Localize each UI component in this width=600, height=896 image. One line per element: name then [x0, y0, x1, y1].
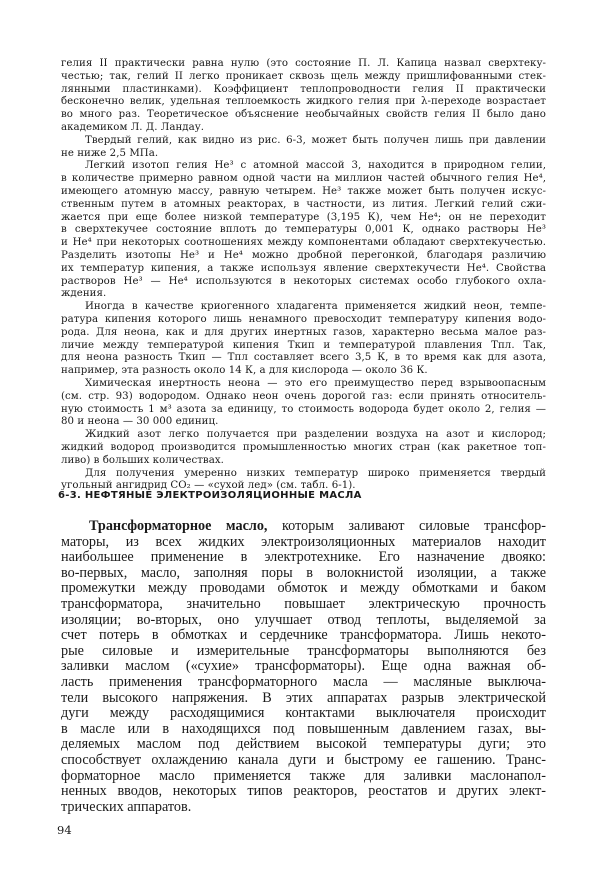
text-line: жается при еще более низкой температуре (3,195 К), чем He⁴; он не переходит [61, 211, 546, 223]
main-text-block [61, 519, 546, 815]
text-line: например, эта разность около 14 К, а для кислорода — около 36 К. [61, 365, 428, 377]
text-line: ненных вводов, некоторых типов реакторов, реостатов и других элект- [61, 783, 546, 800]
text-line: Легкий изотоп гелия He³ с атомной массой 3, находится в природном гелии, [85, 160, 546, 172]
text-line: изоляции; во-вторых, оно улучшает отвод теплоты, выделяемой за [61, 611, 546, 628]
text-line: (см. стр. 93) водородом. Однако неон очень дорогой газ: если принять относитель- [61, 390, 546, 402]
text-line: честью; так, гелий II легко проникает сквозь щель между пришлифованными стек- [61, 70, 546, 82]
text-line: личие между температурой кипения Tкип и температурой плавления Tпл. Так, [61, 339, 546, 351]
text-line: деляемых маслом под действием высокой температуры дуги; это [61, 736, 546, 753]
text-line: промежутки между проводами обмоток и между обмотками и баком [61, 580, 546, 597]
text-line: Химическая инертность неона — это его преимущество перед взрывоопасным [85, 377, 546, 389]
text-line: рода. Для неона, как и для других инертных газов, характерно весьма малое раз- [61, 326, 546, 338]
text-line: трических аппаратов. [61, 798, 192, 815]
text-line: Иногда в качестве криогенного хладагента применяется жидкий неон, темпе- [85, 301, 546, 313]
text-line: ственным путем в атомных реакторах, в частности, из лития. Легкий гелий сжи- [61, 198, 546, 210]
text-line: жидкий водород производится промышленностью многих стран (как ракетное топ- [61, 441, 546, 453]
text-line: во-первых, масло, заполняя поры в волокнистой изоляции, а также [61, 564, 546, 581]
text-line: ливо) в больших количествах. [61, 454, 224, 466]
text-line: имеющего атомную массу, равную четырем. He³ также может быть получен искус- [61, 185, 546, 197]
text-line: в масле или в находящихся под повышенным давлением газах, вы- [61, 720, 546, 737]
text-line: в количестве примерно равном одной части на миллион частей обычного гелия He⁴, [61, 173, 546, 185]
lead-rest: которым заливают силовые трансфор- [282, 518, 547, 534]
small-print-text-block [61, 58, 546, 493]
text-line: счет потерь в обмотках и сердечнике трансформатора. Лишь некото- [61, 627, 546, 644]
text-line: заливки маслом («сухие» трансформаторы). Еще одна важная об- [61, 658, 546, 675]
text-line: форматорное масло применяется также для заливки маслонапол- [61, 767, 546, 784]
text-line: Разделить изотопы He³ и He⁴ можно дробной перегонкой, благодаря различию [61, 249, 546, 261]
text-line: рые силовые и измерительные трансформаторы выполняются без [61, 642, 546, 659]
text-line: Твердый гелий, как видно из рис. 6-3, может быть получен лишь при давлении [85, 134, 546, 146]
text-line: в сверхтекучее состояние вплоть до температуры 0,001 К, однако растворы He³ [61, 224, 546, 236]
text-line: Жидкий азот легко получается при разделении воздуха на азот и кислород; [85, 429, 546, 441]
text-line: растворов He³ — He⁴ используются в некоторых системах особо глубокого охла- [61, 275, 546, 287]
text-line: способствует охлаждению канала дуги и быстрому ее гашению. Транс- [61, 751, 546, 768]
text-line: ласть применения трансформаторного масла — масляные выключа- [61, 673, 546, 690]
text-line: гелия II практически равна нулю (это состояние П. Л. Капица назвал сверхтеку- [61, 58, 546, 69]
text-line: их температур кипения, а также используя явление сверхтекучести He⁴. Свойства [61, 262, 546, 274]
text-line: не ниже 2,5 МПа. [61, 147, 159, 159]
lead-term: Трансформаторное масло, [89, 518, 268, 534]
text-line: 80 и неона — 30 000 единиц. [61, 416, 219, 428]
text-line: тели высокого напряжения. В этих аппаратах разрыв электрической [61, 689, 546, 706]
text-line: ратура кипения которого лишь ненамного превосходит температуру кипения водо- [61, 313, 546, 325]
text-line-lead [61, 519, 546, 535]
text-line: бесконечно велик, удельная теплоемкость жидкого гелия при λ-переходе возрастает [61, 96, 546, 108]
text-line: ную стоимость 1 м³ азота за единицу, то стоимость водорода будет около 2, гелия — [61, 403, 546, 415]
text-line: маторы, из всех жидких электроизоляционных материалов находит [61, 533, 546, 550]
text-line: угольный ангидрид CO₂ — «сухой лед» (см. табл. 6-1). [61, 480, 356, 492]
text-line: ждения. [61, 288, 107, 300]
text-line: для неона разность Tкип — Tпл составляет всего 3,5 К, в то время как для азота, [61, 352, 546, 364]
page-number: 94 [57, 823, 72, 837]
text-line: академиком Л. Д. Ландау. [61, 121, 205, 133]
text-line: лянными пластинками). Коэффициент теплопроводности гелия II практически [61, 83, 546, 95]
text-line: во много раз. Теоретическое объяснение необычайных свойств гелия II было дано [61, 109, 546, 121]
text-line: и He⁴ при некоторых соотношениях между компонентами обладают сверхтекучестью. [61, 237, 546, 249]
section-heading: 6-3. НЕФТЯНЫЕ ЭЛЕКТРОИЗОЛЯЦИОННЫЕ МАСЛА [58, 490, 362, 501]
text-line: дуги между расходящимися контактами выключателя происходит [61, 705, 546, 722]
text-line: наибольшее применение в электротехнике. Его назначение двояко: [61, 549, 546, 566]
text-line: трансформатора, значительно повышает электрическую прочность [61, 595, 546, 612]
text-line: Для получения умеренно низких температур широко применяется твердый [85, 467, 546, 479]
